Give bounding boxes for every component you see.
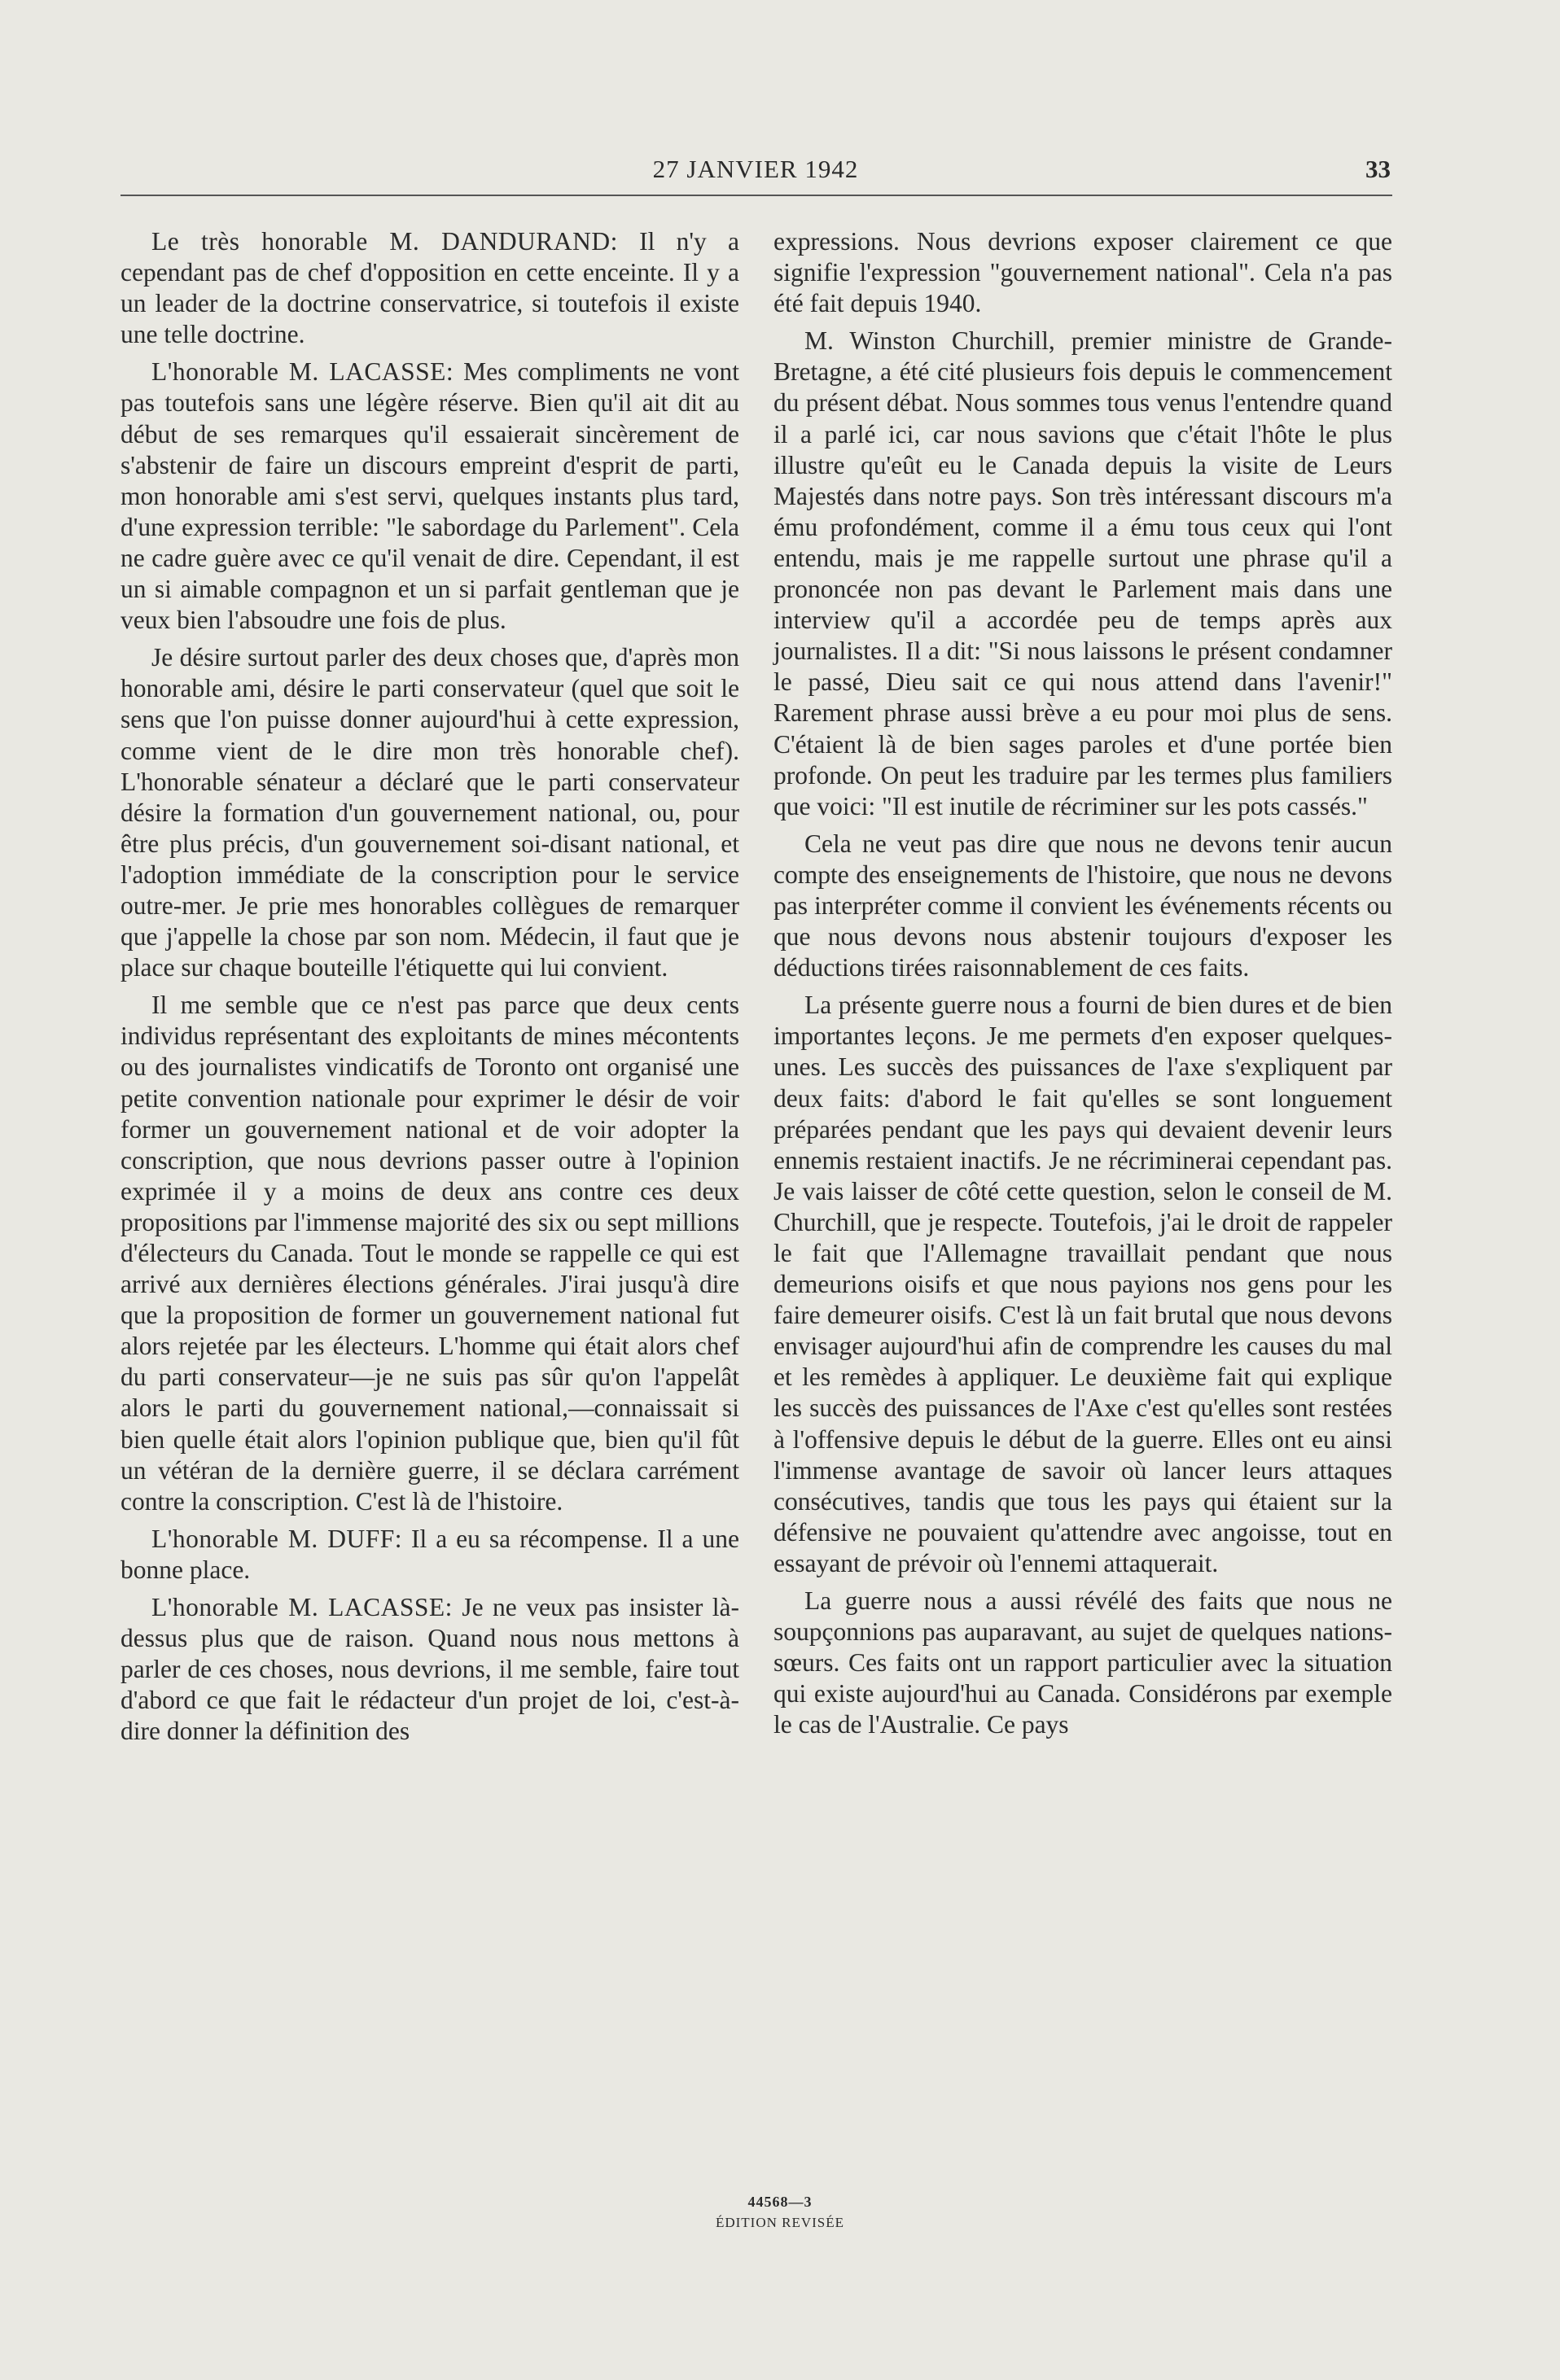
speaker-name: L'honorable M. LACASSE: <box>151 1593 453 1622</box>
paragraph <box>773 1586 1392 1740</box>
left-column <box>121 226 739 1754</box>
paragraph-text: La présente guerre nous a fourni de bien dures et de bien importantes leçons. Je me permets d'en exposer quelques-unes. Les succès des puissances de l'axe s'expliquent par deux faits: d'abord le fait qu'elles se sont longuement préparées pendant que les pays qui devaient devenir leurs ennemis restaient inactifs. Je ne récriminerai cependant pas. Je vais laisser de côté cette question, selon le conseil de M. Churchill, que je respecte. Toutefois, j'ai le droit de rappeler le fait que l'Allemagne travaillait pendant que nous demeurions oisifs et que nous payions nos gens pour les faire demeurer oisifs. C'est là un fait brutal que nous devons envisager aujourd'hui afin de comprendre les causes du mal et les remèdes à appliquer. Le deuxième fait qui explique les succès des puissances de l'Axe c'est qu'elles sont restées à l'offensive depuis le début de la guerre. Elles ont eu ainsi l'immense avantage de savoir où lancer leurs attaques consécutives, tandis que tous les pays qui étaient sur la défensive ne pouvaient qu'attendre avec angoisse, tout en essayant de prévoir où l'ennemi attaquerait. <box>773 991 1392 1577</box>
print-code: 44568—3 <box>747 2194 813 2210</box>
page-footer <box>0 2191 1560 2233</box>
paragraph-text: Il n'y a cependant pas de chef d'opposition en cette enceinte. Il y a un leader de la doctrine conservatrice, si toutefois il existe une telle doctrine. <box>121 227 739 349</box>
paragraph <box>773 990 1392 1579</box>
paragraph-text: expressions. Nous devrions exposer clairement ce que signifie l'expression "gouvernement national". Cela n'a pas été fait depuis 1940. <box>773 227 1392 318</box>
paragraph-text: Cela ne veut pas dire que nous ne devons tenir aucun compte des enseignements de l'histoire, que nous ne devons pas interpréter comme il convient les événements récents ou que nous devons nous abstenir toujours d'exposer les déductions tirées raisonnablement de ces faits. <box>773 829 1392 982</box>
paragraph <box>121 642 739 983</box>
speaker-name: Le très honorable M. DANDURAND: <box>151 227 618 256</box>
paragraph <box>121 1592 739 1747</box>
paragraph <box>121 226 739 350</box>
paragraph <box>773 326 1392 822</box>
paragraph <box>121 1524 739 1586</box>
paragraph <box>121 990 739 1517</box>
speaker-name: L'honorable M. LACASSE: <box>151 357 454 387</box>
paragraph-text: Il a eu sa récompense. Il a une bonne place. <box>121 1524 739 1584</box>
speaker-name: L'honorable M. DUFF: <box>151 1524 402 1553</box>
paragraph <box>773 829 1392 983</box>
edition-label: ÉDITION REVISÉE <box>715 2215 845 2230</box>
page-header <box>121 155 1391 195</box>
header-rule <box>121 195 1392 196</box>
paragraph-text: M. Winston Churchill, premier ministre de Grande-Bretagne, a été cité plusieurs fois depuis le commencement du présent débat. Nous sommes tous venus l'entendre quand il a parlé ici, car nous savions que c'était l'hôte le plus illustre qu'eût eu le Canada depuis la visite de Leurs Majestés dans notre pays. Son très intéressant discours m'a ému profondément, comme il a ému tous ceux qui l'ont entendu, mais je me rappelle surtout une phrase qu'il a prononcée non pas devant le Parlement mais dans une interview qu'il a accordée peu de temps après aux journalistes. Il a dit: "Si nous laissons le présent condamner le passé, Dieu sait ce qui nous attend dans l'avenir!" Rarement phrase aussi brève a eu pour moi plus de sens. C'étaient là de bien sages paroles et d'une portée bien profonde. On peut les traduire par les termes plus familiers que voici: "Il est inutile de récriminer sur les pots cassés." <box>773 326 1392 820</box>
paragraph-text: Il me semble que ce n'est pas parce que deux cents individus représentant des exploitants de mines mécontents ou des journalistes vindicatifs de Toronto ont organisé une petite convention nationale pour exprimer le désir de voir former un gouvernement national et de voir adopter la conscription, que nous devrions passer outre à l'opinion exprimée il y a moins de deux ans contre ces deux propositions par l'immense majorité des six ou sept millions d'électeurs du Canada. Tout le monde se rappelle ce qui est arrivé aux dernières élections générales. J'irai jusqu'à dire que la proposition de former un gouvernement national fut alors rejetée par les électeurs. L'homme qui était alors chef du parti conservateur—je ne suis pas sûr qu'on l'appelât alors le parti du gouvernement national,—connaissait si bien quelle était alors l'opinion publique que, bien qu'il fût un vétéran de la dernière guerre, il se déclara carrément contre la conscription. C'est là de l'histoire. <box>121 991 739 1516</box>
page-number: 33 <box>1365 155 1391 183</box>
paragraph-text: Mes compliments ne vont pas toutefois sans une légère réserve. Bien qu'il ait dit au début de ses remarques qu'il essaierait sincèrement de s'abstenir de faire un discours empreint d'esprit de parti, mon honorable ami s'est servi, quelques instants plus tard, d'une expression terrible: "le sabordage du Parlement". Cela ne cadre guère avec ce qu'il venait de dire. Cependant, il est un si aimable compagnon et un si parfait gentleman que je veux bien l'absoudre une fois de plus. <box>121 357 739 635</box>
right-column <box>773 226 1392 1748</box>
paragraph <box>121 357 739 636</box>
paragraph <box>773 226 1392 319</box>
paragraph-text: Je ne veux pas insister là-dessus plus que de raison. Quand nous nous mettons à parler de ces choses, nous devrions, il me semble, faire tout d'abord ce que fait le rédacteur d'un projet de loi, c'est-à-dire donner la définition des <box>121 1593 739 1746</box>
paragraph-text: Je désire surtout parler des deux choses que, d'après mon honorable ami, désire le parti conservateur (quel que soit le sens que l'on puisse donner aujourd'hui à cette expression, comme vient de le dire mon très honorable chef). L'honorable sénateur a déclaré que le parti conservateur désire la formation d'un gouvernement national, ou, pour être plus précis, d'un gouvernement soi-disant national, et l'adoption immédiate de la conscription pour le service outre-mer. Je prie mes honorables collègues de remarquer que j'appelle la chose par son nom. Médecin, il faut que je place sur chaque bouteille l'étiquette qui lui convient. <box>121 643 739 982</box>
paragraph-text: La guerre nous a aussi révélé des faits que nous ne soupçonnions pas auparavant, au sujet de quelques nations-sœurs. Ces faits ont un rapport particulier avec la situation qui existe aujourd'hui au Canada. Considérons par exemple le cas de l'Australie. Ce pays <box>773 1586 1392 1739</box>
page-date: 27 JANVIER 1942 <box>652 155 859 183</box>
